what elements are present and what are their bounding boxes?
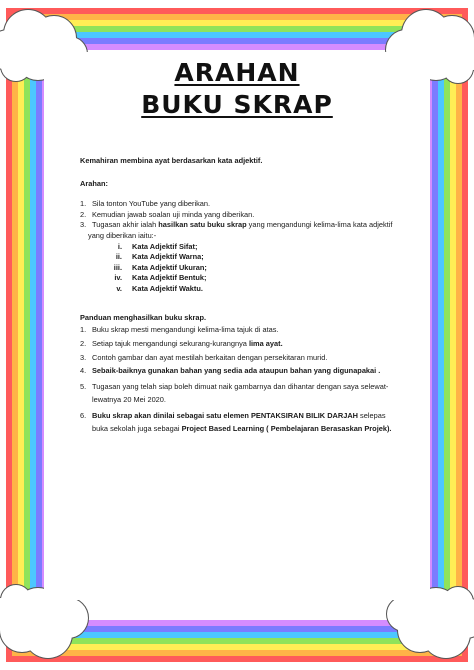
page-title: ARAHAN: [174, 58, 300, 87]
list-item: 2. Setiap tajuk mengandungi sekurang-kurangnya lima ayat.: [80, 338, 283, 348]
arahan-list: [80, 199, 398, 231]
list-item: iv. Kata Adjektif Bentuk;: [114, 273, 207, 283]
list-item: 3. Contoh gambar dan ayat mestilah berkaitan dengan persekitaran murid.: [80, 352, 328, 362]
list-item: 6. Buku skrap akan dinilai sebagai satu elemen PENTAKSIRAN BILIK DARJAH selepas buka sekolah juga sebagai Project Based Learning ( Pembelajaran Berasaskan Projek).: [80, 411, 392, 434]
list-item: ii. Kata Adjektif Warna;: [115, 252, 204, 262]
adjektif-list: [80, 242, 398, 295]
list-item: iii. Kata Adjektif Ukuran;: [113, 262, 207, 272]
list-item: v. Kata Adjektif Waktu.: [116, 283, 203, 293]
list-item: 5. Tugasan yang telah siap boleh dimuat naik gambarnya dan dihantar dengan saya selewat-lewatnya 20 Mei 2020.: [80, 382, 389, 405]
list-item: i. Kata Adjektif Sifat;: [117, 241, 198, 251]
panduan-list: [80, 325, 398, 435]
list-item: 4. Sebaik-baiknya gunakan bahan yang sedia ada ataupun bahan yang digunapakai .: [80, 366, 381, 376]
list-item: 1. Sila tonton YouTube yang diberikan.: [80, 199, 211, 209]
list-item: 1. Buku skrap mesti mengandungi kelima-lima tajuk di atas.: [80, 325, 279, 335]
list-item: 2. Kemudian jawab soalan uji minda yang diberikan.: [80, 209, 255, 219]
arahan-after-text: yang diberikan iaitu:-: [88, 230, 157, 240]
instructions-body: [80, 156, 398, 439]
panduan-heading: Panduan menghasilkan buku skrap.: [80, 312, 207, 322]
page-subtitle: BUKU SKRAP: [141, 90, 333, 119]
list-item: 3. Tugasan akhir ialah hasilkan satu buku skrap yang mengandungi kelima-lima kata adjektif: [80, 220, 393, 230]
arahan-heading: Arahan:: [80, 178, 108, 188]
intro-text: Kemahiran membina ayat berdasarkan kata adjektif.: [80, 156, 263, 165]
